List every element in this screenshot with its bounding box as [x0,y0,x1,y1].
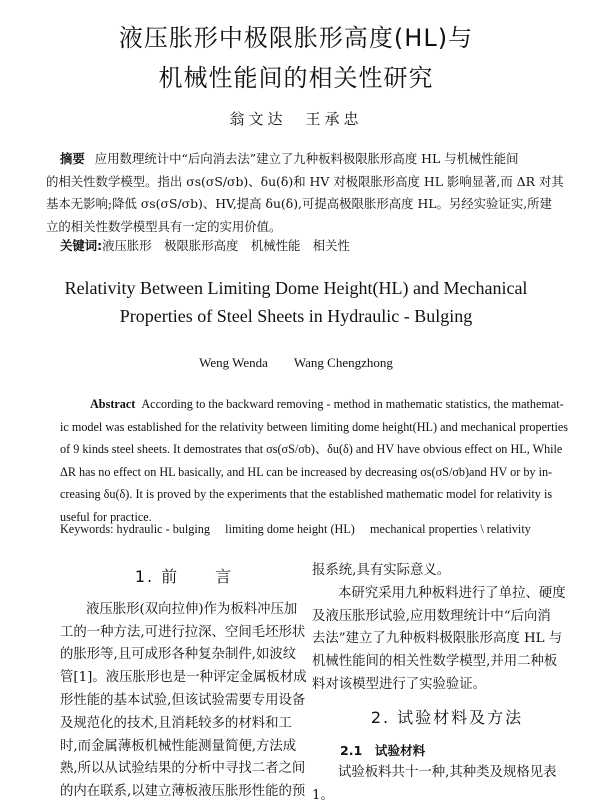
chinese-title-line-2: 机械性能间的相关性研究 [158,64,434,92]
chinese-authors: 翁文达 王承忠 [229,110,363,128]
section-2-heading: 2. 试验材料及方法 [370,707,524,727]
chinese-abstract-line: 基本无影响;降低 σs(σS/σb)、HV,提高 δu(δ),可提高极限胀形高度 HL。另经实验证实,所建 [46,196,552,211]
chinese-abstract-label: 摘要 [60,151,85,166]
english-abstract [60,393,582,528]
subsection-2-1-line: 试验板料共十一种,其种类及规格见表 [338,765,557,781]
section-1-line: 的胀形等,且可成形各种复杂制件,如波纹 [60,647,297,663]
right-column-line: 料对该模型进行了实验验证。 [312,676,487,692]
subsection-2-1-heading: 2.1 试验材料 [340,742,426,758]
right-column-line: 去法”建立了九种板料极限胀形高度 HL 与 [312,631,563,647]
english-abstract-line: useful for practice. [60,509,152,524]
english-abstract-line: creasing δu(δ). It is proved by the experiments that the established mathematic model for relativity is [60,487,553,501]
chinese-title-line-1: 液压胀形中极限胀形高度(HL)与 [118,24,474,52]
chinese-keywords-text: 液压胀形 极限胀形高度 机械性能 相关性 [102,238,350,253]
right-column-line: 机械性能间的相关性数学模型,并用二种板 [312,654,558,670]
english-abstract-line: ΔR has no effect on HL basically, and HL can be increased by decreasing σs(σS/σb)and HV or by in- [60,464,553,479]
english-abstract-line: Abstract According to the backward removing - method in mathematic statistics, the mathemat- [90,397,564,411]
right-column-continuation: 报系统,具有实际意义。 [312,563,451,578]
english-authors: Weng Wenda Wang Chengzhong [199,355,393,370]
chinese-keywords-label: 关键词: [60,238,103,253]
section-1-line: 时,而金属薄板机械性能测量简便,方法成 [60,738,297,754]
chinese-abstract-line: 摘要 应用数理统计中“后向消去法”建立了九种板料极限胀形高度 HL 与机械性能间 [60,151,519,166]
right-column [312,560,582,808]
chinese-keywords [60,236,350,254]
section-1-line: 工的一种方法,可进行拉深、空间毛坯形状 [60,624,306,640]
section-1-line: 液压胀形(双向拉伸)作为板料冲压加 [86,601,298,617]
english-title-line-2: Properties of Steel Sheets in Hydraulic - Bulging [119,306,473,326]
section-1-heading: 1. 前 言 [134,567,234,586]
english-abstract-line: ic model was established for the relativity between limiting dome height(HL) and mechanical properties [60,419,568,434]
english-abstract-label: Abstract [90,397,136,411]
chinese-abstract-line: 的相关性数学模型。指出 σs(σS/σb)、δu(δ)和 HV 对极限胀形高度 HL 影响显著,而 ΔR 对其 [46,173,564,189]
right-column-line: 及液压胀形试验,应用数理统计中“后向消 [312,608,551,624]
chinese-abstract [46,148,582,238]
left-column [60,560,308,804]
section-1-line: 的内在联系,以建立薄板液压胀形性能的预 [60,784,306,800]
right-column-line: 本研究采用九种板料进行了单拉、硬度 [338,585,566,601]
section-1-line: 及规范化的技术,且消耗较多的材料和工 [60,715,292,731]
english-abstract-line: of 9 kinds steel sheets. It demostrates that σs(σS/σb)、δu(δ) and HV have obvious effect on HL, While [60,442,563,456]
english-keywords: Keywords: hydraulic - bulging limiting dome height (HL) mechanical properties \ relativity [60,522,531,536]
english-title-line-1: Relativity Between Limiting Dome Height(HL) and Mechanical [64,278,528,298]
section-1-line: 熟,所以从试验结果的分析中寻找二者之间 [60,761,306,777]
section-1-line: 管[1]。液压胀形也是一种评定金属板材成 [60,670,307,686]
section-1-line: 形性能的基本试验,但该试验需要专用设备 [60,692,306,708]
subsection-2-1-line: 1。 [312,788,334,804]
chinese-abstract-line: 立的相关性数学模型具有一定的实用价值。 [46,218,282,234]
